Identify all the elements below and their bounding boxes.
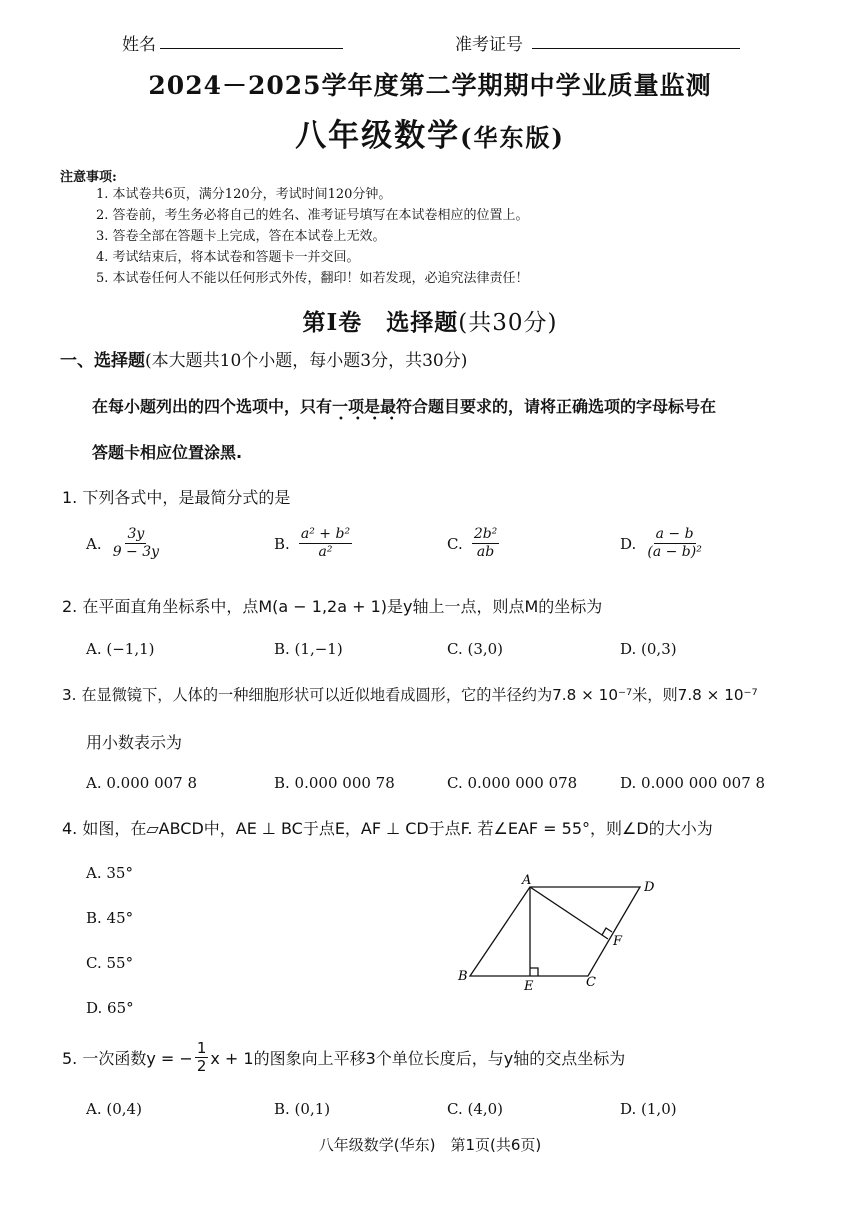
exam-title: 2024－2025学年度第二学期期中学业质量监测 xyxy=(148,71,712,100)
parallelogram-figure xyxy=(450,866,700,998)
parallelogram-abcd xyxy=(470,887,640,976)
instruction-line-1: 在每小题列出的四个选项中，只有一项是最符合题目要求的，请将正确选项的字母标号在 xyxy=(92,397,717,416)
notice-item: 2. 答卷前，考生务必将自己的姓名、准考证号填写在本试卷相应的位置上。 xyxy=(96,208,529,223)
q5-option-a: A. (0,4) xyxy=(86,1100,142,1118)
part-title: 一、选择题 xyxy=(60,351,145,371)
q4-option-c: C. 55° xyxy=(86,954,134,972)
vertex-label-a: A xyxy=(522,873,532,888)
q5-option-d: D. (1,0) xyxy=(620,1100,677,1118)
q5-option-c: C. (4,0) xyxy=(447,1100,504,1118)
q3-stem-2: 用小数表示为 xyxy=(86,733,183,752)
name-label: 姓名 xyxy=(122,35,156,55)
vertex-label-d: D xyxy=(644,880,655,895)
point-label-e: E xyxy=(524,979,534,994)
q3-option-b: B. 0.000 000 78 xyxy=(274,774,395,792)
q1-option-d: D. $\frac{a - b}{\text{(a − b)²}}$ xyxy=(620,526,702,560)
q1-option-a: A. $\frac{3y}{9 - 3y}$ xyxy=(86,526,160,560)
q1-fraction-b: $\frac{\text{a² + b²}}{\text{a²}}$ xyxy=(300,526,351,560)
q5-stem-post: x + 1的图象向上平移3个单位长度后，与y轴的交点坐标为 xyxy=(210,1049,626,1068)
q2-option-c: C. (3,0) xyxy=(447,640,504,658)
q2-option-d: D. (0,3) xyxy=(620,640,677,658)
q4-stem: 4. 如图，在▱ABCD中，AE ⊥ BC于点E，AF ⊥ CD于点F. 若∠EAF = 55°，则∠D的大小为 xyxy=(62,819,713,838)
q3-option-a: A. 0.000 007 8 xyxy=(86,774,198,792)
subject-name: 八年级数学 xyxy=(295,118,461,154)
vertex-label-b: B xyxy=(458,969,468,984)
right-angle-e xyxy=(530,968,538,976)
section-score: (共30分) xyxy=(458,310,558,336)
notice-item: 3. 答卷全部在答题卡上完成，答在本试卷上无效。 xyxy=(96,229,386,244)
point-label-f: F xyxy=(613,934,623,949)
q5-option-b: B. (0,1) xyxy=(274,1100,331,1118)
q5-fraction: $\frac{1}{2}$ xyxy=(196,1039,207,1075)
notice-item: 5. 本试卷任何人不能以任何形式外传，翻印！如若发现，必追究法律责任！ xyxy=(96,271,529,286)
right-angle-f xyxy=(602,928,612,935)
q2-option-b: B. (1,−1) xyxy=(274,640,343,658)
part-desc: (本大题共10个小题，每小题3分，共30分) xyxy=(145,351,468,371)
notice-item: 4. 考试结束后，将本试卷和答题卡一并交回。 xyxy=(96,250,360,265)
q4-option-b: B. 45° xyxy=(86,909,134,927)
q1-option-b: B. $\frac{\text{a² + b²}}{\text{a²}}$ xyxy=(274,526,351,560)
q3-option-c: C. 0.000 000 078 xyxy=(447,774,578,792)
exam-id-blank xyxy=(532,48,740,49)
q5-stem xyxy=(62,1040,625,1075)
q2-option-a: A. (−1,1) xyxy=(86,640,155,658)
q1-fraction-c: $\frac{\text{2b²}}{ab}$ xyxy=(473,526,498,560)
exam-id-label: 准考证号 xyxy=(455,35,523,55)
notice-list xyxy=(96,184,529,289)
page-footer: 八年级数学(华东) 第1页(共6页) xyxy=(318,1136,542,1154)
q3-option-d: D. 0.000 000 007 8 xyxy=(620,774,766,792)
q3-stem: 3. 在显微镜下，人体的一种细胞形状可以近似地看成圆形，它的半径约为7.8 × 10⁻⁷米，则7.8 × 10⁻⁷ xyxy=(62,686,758,704)
instruction-line-2: 答题卡相应位置涂黑. xyxy=(92,443,243,462)
section-name: 第Ⅰ卷 选择题 xyxy=(302,309,459,336)
q5-stem-pre: 5. 一次函数y = − xyxy=(62,1049,193,1068)
q1-option-c: C. $\frac{\text{2b²}}{ab}$ xyxy=(447,526,498,560)
q4-option-a: A. 35° xyxy=(86,864,133,882)
segment-af xyxy=(530,887,608,939)
q1-fraction-d: $\frac{a - b}{\text{(a − b)²}}$ xyxy=(647,526,702,560)
name-blank xyxy=(160,48,343,49)
vertex-label-c: C xyxy=(586,975,596,990)
notice-title: 注意事项: xyxy=(60,170,117,185)
emphasis-dots: •••• xyxy=(338,414,406,425)
part-heading xyxy=(60,346,467,371)
subject-edition: (华东版) xyxy=(460,123,565,152)
q1-stem: 1. 下列各式中，是最简分式的是 xyxy=(62,488,291,507)
subject-title xyxy=(0,110,860,155)
q1-fraction-a: $\frac{3y}{9 - 3y}$ xyxy=(112,526,160,560)
notice-item: 1. 本试卷共6页，满分120分，考试时间120分钟。 xyxy=(96,187,392,202)
section-title xyxy=(0,304,860,337)
q4-option-d: D. 65° xyxy=(86,999,134,1017)
q2-stem: 2. 在平面直角坐标系中，点M(a − 1,2a + 1)是y轴上一点，则点M的坐标为 xyxy=(62,597,603,616)
